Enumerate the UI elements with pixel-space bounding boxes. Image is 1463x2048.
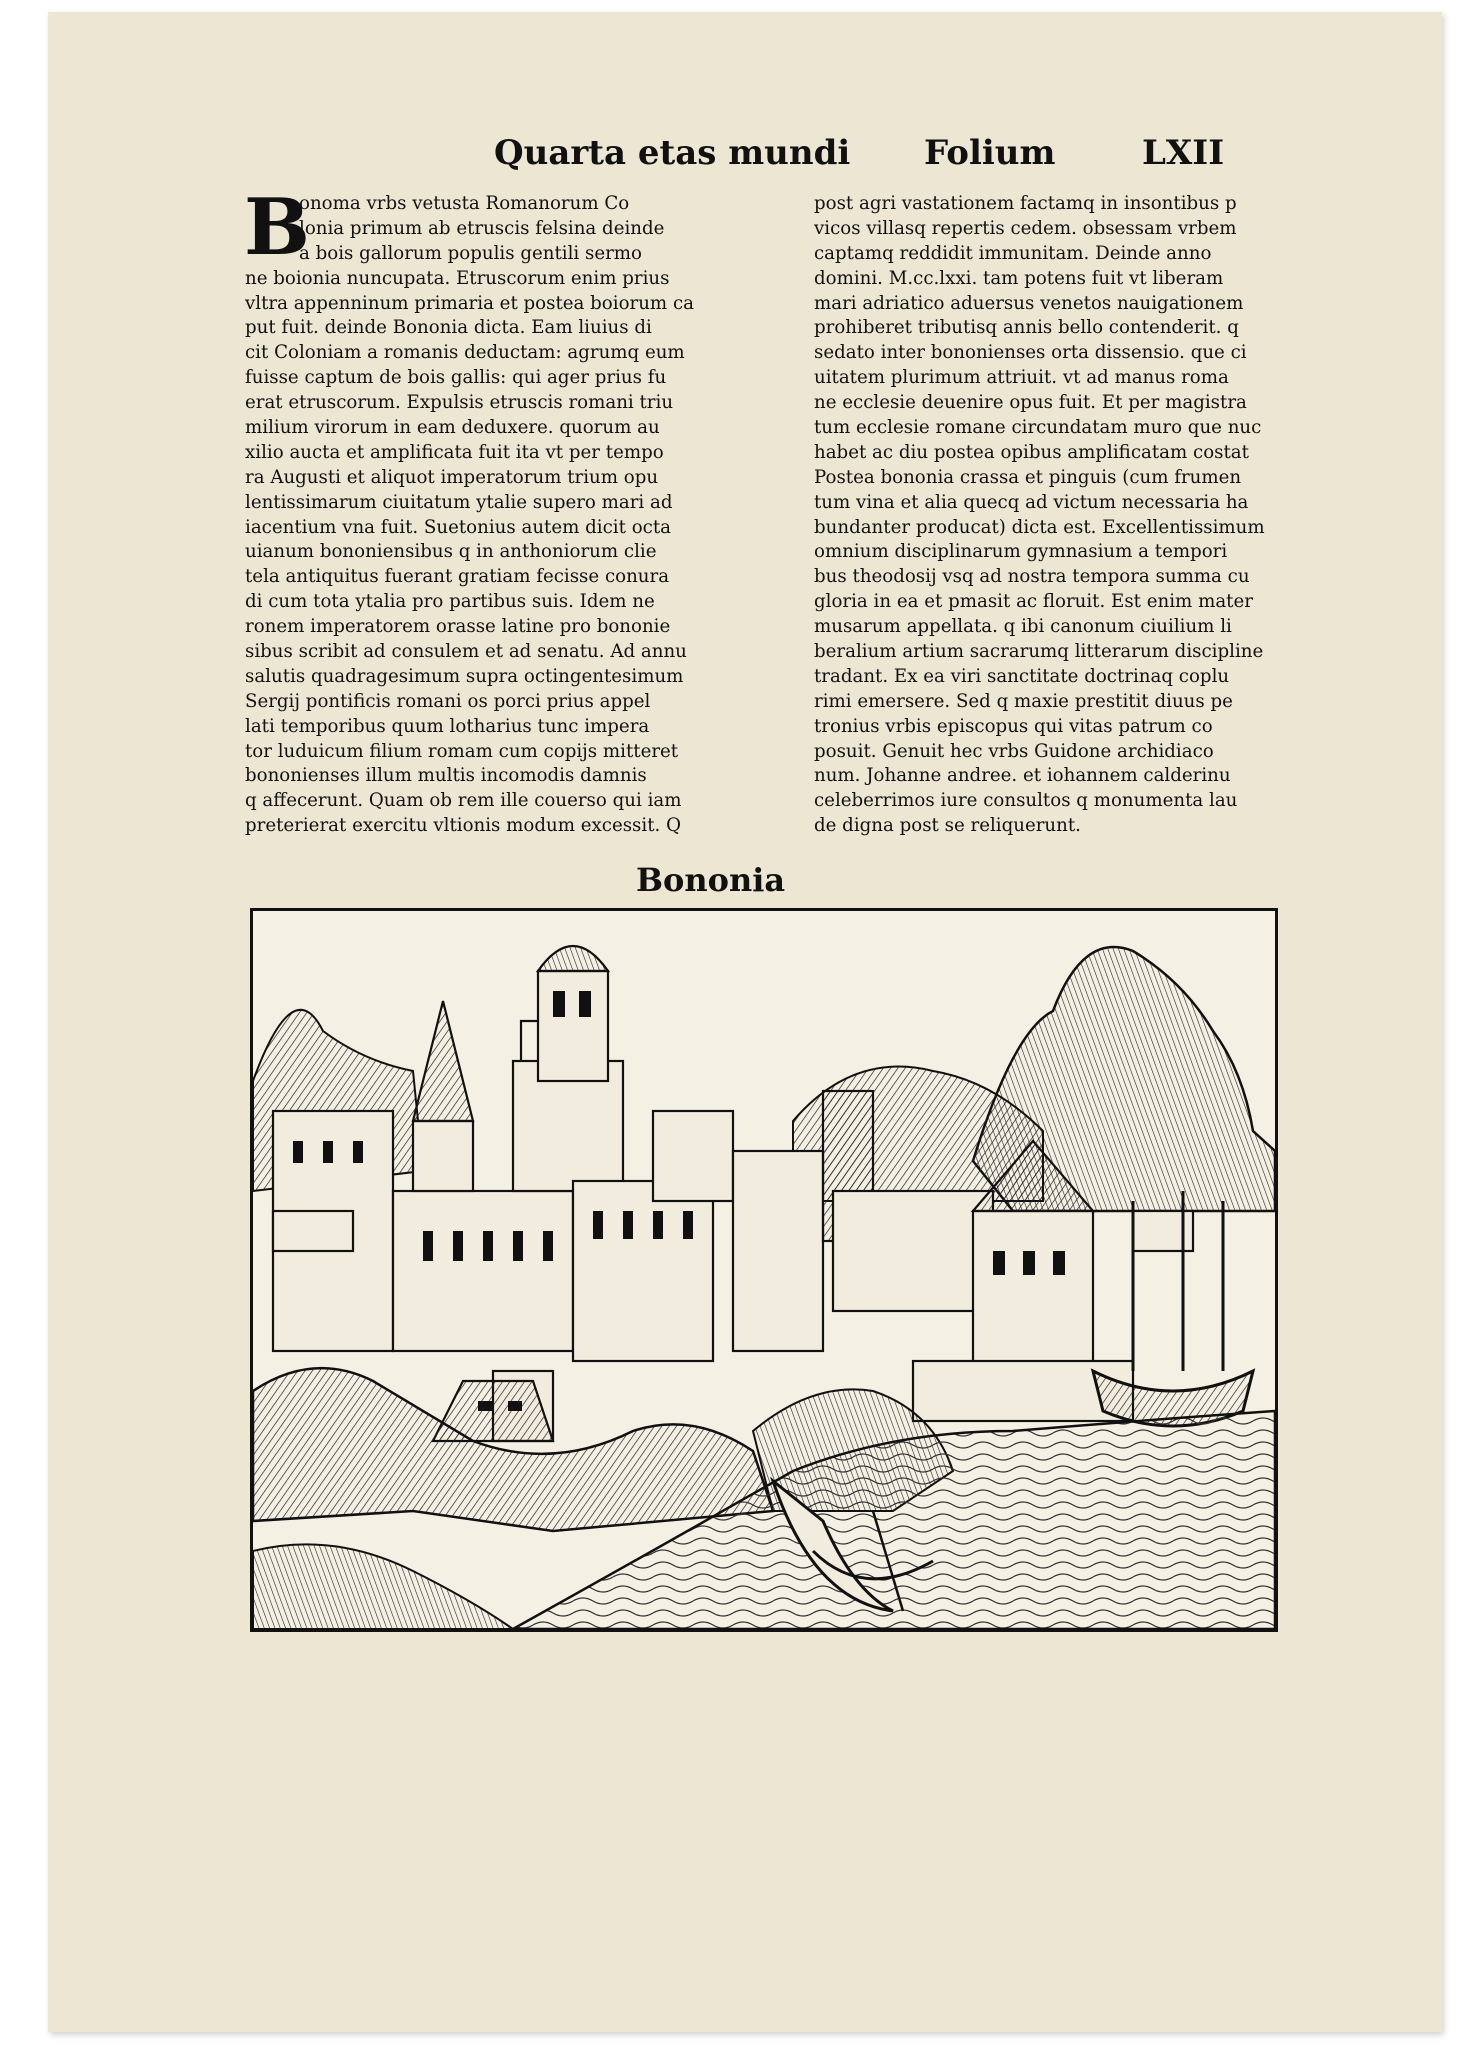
text-line: milium virorum in eam deduxere. quorum au	[245, 417, 660, 439]
text-line: post agri vastationem factamq in insontibus p	[814, 193, 1237, 214]
text-line: bononienses illum multis incomodis damnis	[245, 765, 647, 787]
text-line: beralium artium sacrarumq litterarum disciplinе	[814, 641, 1264, 663]
woodcut-image	[253, 911, 1275, 1629]
text-line: posuit. Genuit hec vrbs Guidone archidiaco	[814, 740, 1214, 762]
text-line: uianum bononiensibus q in anthoniorum clie	[245, 541, 657, 563]
text-line: habet ac diu postea opibus amplificatam costat	[814, 441, 1249, 463]
text-line: mari adriatico aduersus venetos nauigationem	[814, 292, 1244, 314]
text-line: de digna post se reliquerunt.	[814, 815, 1081, 837]
text-line: tradant. Ex ea viri sanctitate doctrinaq coplu	[814, 665, 1230, 687]
running-head-left: Quarta etas mundi	[494, 133, 851, 173]
folio-label: Folium	[924, 133, 1056, 173]
decorated-initial: B	[244, 182, 310, 273]
text-line: domini. M.cc.lxxi. tam potens fuit vt liberam	[814, 267, 1224, 289]
text-line: Sergij pontificis romani os porci prius appel	[245, 690, 651, 712]
text-line: num. Johanne andree. et iohannem calderinu	[814, 765, 1231, 787]
text-line: erat etruscorum. Expulsis etruscis romani triu	[245, 392, 674, 414]
text-line: vltra appenninum primaria et postea boiorum ca	[245, 292, 694, 314]
text-line: iacentium vna fuit. Suetonius autem dicit octa	[245, 516, 671, 538]
text-line: omnium disciplinarum gymnasium a tempori	[814, 541, 1228, 563]
text-line: Postea bononia crassa et pinguis (cum frumen	[814, 466, 1242, 488]
text-line: ra Augusti et aliquot imperatorum trium opu	[245, 466, 659, 488]
illustration-title: Bononia	[636, 861, 786, 899]
text-line: cit Coloniam a romanis deductam: agrumq eum	[245, 342, 685, 364]
text-line: bundanter producat) dicta est. Excellentissimum	[814, 516, 1265, 538]
text-line: captamq reddidit immunitam. Deinde anno	[814, 242, 1212, 264]
text-line: sedato inter bononienses orta dissensio. que ci	[814, 342, 1247, 364]
text-line: lati temporibus quum lotharius tunc impera	[245, 715, 650, 737]
text-line: onoma vrbs vetusta Romanorum Co	[299, 193, 630, 214]
page-leaf	[48, 12, 1442, 2032]
text-line: put fuit. deinde Bononia dicta. Eam liuius di	[245, 317, 652, 339]
text-line: lentissimarum ciuitatum ytalie supero mari ad	[245, 491, 673, 513]
text-column-right	[814, 192, 1272, 839]
text-line: musarum appellata. q ibi canonum ciuilium li	[814, 616, 1232, 638]
text-line: rimi emersere. Sed q maxie prestitit diuus pe	[814, 690, 1233, 712]
text-line: di cum tota ytalia pro partibus suis. Idem ne	[245, 591, 655, 613]
text-line: tum ecclesie romane circundatam muro que nuc	[814, 417, 1262, 439]
text-line: tela antiquitus fuerant gratiam fecisse conura	[245, 566, 670, 588]
text-line: ronem imperatorem orasse latine pro bononie	[245, 616, 671, 638]
text-line: sibus scribit ad consulem et ad senatu. Ad annu	[245, 641, 687, 663]
text-line: xilio aucta et amplificata fuit ita vt per tempo	[245, 441, 664, 463]
text-line: gloria in ea et pmasit ac floruit. Est enim mater	[814, 591, 1253, 613]
folio-number: LXII	[1142, 133, 1225, 173]
text-line: preterierat exercitu vltionis modum excessit. Q	[245, 815, 681, 837]
city-view-woodcut	[250, 908, 1278, 1632]
text-line: fuisse captum de bois gallis: qui ager prius fu	[245, 367, 667, 389]
text-line: lonia primum ab etruscis felsina deinde	[299, 217, 665, 239]
text-line: a bois gallorum populis gentili sermo	[299, 242, 642, 264]
text-line: uitatem plurimum attriuit. vt ad manus roma	[814, 367, 1229, 389]
text-line: tronius vrbis episcopus qui vitas patrum co	[814, 715, 1213, 737]
text-line: ne ecclesie deuenire opus fuit. Et per magistra	[814, 392, 1247, 414]
text-line: tum vina et alia quecq ad victum necessaria ha	[814, 491, 1249, 513]
text-line: prohiberet tributisq annis bello contenderit. q	[814, 317, 1239, 339]
text-column-left	[245, 192, 710, 839]
text-line: celeberrimos iure consultos q monumenta lau	[814, 790, 1238, 812]
text-line: tor luduicum filium romam cum copijs mitteret	[245, 740, 679, 762]
text-line: bus theodosij vsq ad nostra tempora summa cu	[814, 566, 1250, 588]
text-line: vicos villasq repertis cedem. obsessam vrbem	[814, 217, 1237, 239]
text-line: q affecerunt. Quam ob rem ille couerso qui iam	[245, 790, 682, 812]
text-line: salutis quadragesimum supra octingentesimum	[245, 665, 684, 687]
text-line: ne boionia nuncupata. Etruscorum enim prius	[245, 267, 670, 289]
